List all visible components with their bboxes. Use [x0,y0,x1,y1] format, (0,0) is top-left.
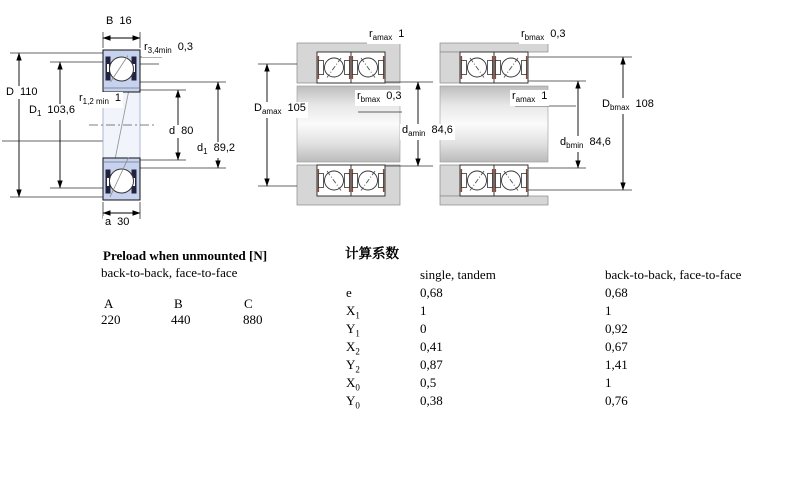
factor-single: 0,41 [420,339,443,354]
dim-label-B: B 16 [106,15,132,27]
preload-subtitle: back-to-back, face-to-face [101,265,238,280]
shoulder-bottom [440,165,460,196]
factor-label: $Y_2$ [346,357,360,375]
factor-single: 0,5 [420,375,437,390]
factor-single: 0,68 [420,285,443,300]
factor-paired: 1,41 [605,357,628,372]
dim-label-r34: $r_{3,4min}$ 0,3 [144,41,193,56]
factor-label: $X_1$ [346,303,360,321]
preload-value-c: 880 [243,312,263,327]
preload-value-b: 440 [171,312,191,327]
shoulder-top [440,52,460,83]
factor-single: 0,38 [420,393,443,408]
factor-label: e [346,285,352,300]
factor-paired: 0,92 [605,321,628,336]
dim-label-a: a 30 [105,216,130,228]
factor-single: 1 [420,303,427,318]
dim-label-r12: $r_{1,2 min}$ 1 [79,92,122,107]
preload-col-c: C [244,296,253,311]
factors-col1-header: single, tandem [420,267,496,282]
factor-paired: 1 [605,375,612,390]
factor-paired: 1 [605,303,612,318]
factor-single: 0,87 [420,357,443,372]
factor-label: $X_2$ [346,339,360,357]
dim-label-D1: $D_1$ 103,6 [29,104,75,119]
dim-label-ramax-a: $r_{amax}$ 1 [369,28,405,43]
dim-label-d: d 80 [169,125,194,137]
sleeve-bottom [440,196,548,205]
dim-label-rbmax-a: $r_{bmax}$ 0,3 [357,90,402,105]
factor-paired: 0,68 [605,285,628,300]
factor-label: $Y_0$ [346,393,360,411]
factor-label: $Y_1$ [346,321,360,339]
dim-label-d1: $d_1$ 89,2 [197,142,235,157]
dim-label-Damax: $D_{amax}$ 105 [254,102,306,117]
factors-col2-header: back-to-back, face-to-face [605,267,742,282]
dim-label-damin: $d_{amin}$ 84,6 [402,124,453,139]
mounted-pair-diagram-b [440,43,632,205]
preload-col-b: B [174,296,183,311]
factor-single: 0 [420,321,427,336]
sleeve-top [440,43,548,52]
dim-label-D: D 110 [6,86,38,98]
factor-paired: 0,67 [605,339,628,354]
preload-col-a: A [104,296,114,311]
factor-paired: 0,76 [605,393,628,408]
dim-label-Dbmax: $D_{bmax}$ 108 [602,98,654,113]
preload-title: Preload when unmounted [N] [103,248,268,263]
factor-label: $X_0$ [346,375,360,393]
factors-title: 计算系数 [345,246,399,261]
dim-label-rbmax-b: $r_{bmax}$ 0,3 [521,28,566,43]
dim-label-ramax-b: $r_{amax}$ 1 [512,90,548,105]
preload-value-a: 220 [101,312,121,327]
dim-label-dbmin: $d_{bmin}$ 84,6 [560,136,611,151]
